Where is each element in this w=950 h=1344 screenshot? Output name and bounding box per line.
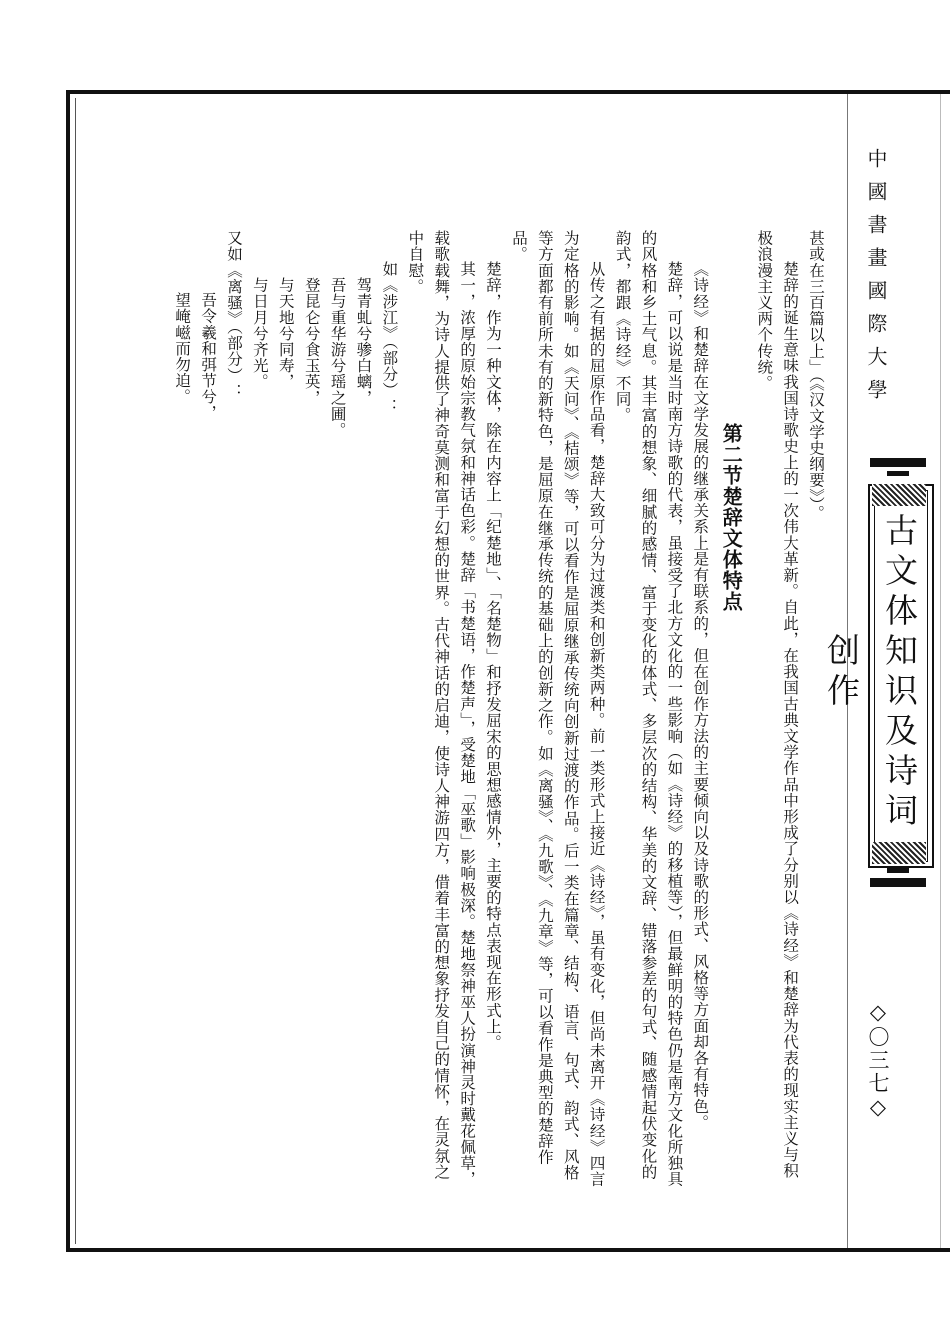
paragraph-1: 楚辞的诞生意味我国诗歌史上的一次伟大革新。自此，在我国古典文学作品中形成了分别以《诗经》和楚辞为代表的现实主义与积极浪漫主义两个传统。: [755, 230, 800, 1179]
poem-1-line: 登昆仑兮食玉英，: [302, 276, 321, 406]
paragraph-2: 《诗经》和楚辞在文学发展的继承关系上是有联系的，但在创作方法的主要倾向以及诗歌的形式、风格等方面却各有特色。: [691, 261, 710, 1131]
title-panel-bottom-bar: [870, 878, 926, 887]
poem-2-line: 吾令羲和弭节兮，: [199, 292, 218, 421]
section-heading: [712, 423, 750, 1190]
title-panel-bottom-pattern: [872, 842, 926, 864]
series-title: 中國書畫國際大學: [864, 148, 888, 412]
frame-top-border: [66, 90, 950, 94]
paragraph-3: 楚辞，可以说是当时南方诗歌的代表，虽接受了北方文化的一些影响（如《诗经》的移植等），但最鲜明的特色仍是南方文化所独具的风格和乡土气息。其丰富的想象、细腻的感情、富于变化的体式、多层次的结构、华美的文辞、错落参差的句式、随感情起伏变化的韵式，都跟《诗经》不同。: [613, 230, 684, 1188]
poem-1-line: 吾与重华游兮瑶之圃。: [328, 276, 347, 438]
paragraph-4: 从传之有据的屈原作品看，楚辞大致可分为过渡类和创新类两种。前一类形式上接近《诗经》，虽有变化，但尚未离开《诗经》四言为定格的影响。如《天问》、《桔颂》等，可以看作是屈原继承传统向创新过渡的作品。后一类在篇章、结构、语言、句式、韵式、风格等方面都有前所未有的新特色，是屈原在继承传统的基础上的创新之作。如《离骚》、《九歌》、《九章》等，可以看作是典型的楚辞作品。: [509, 230, 606, 1188]
frame-left-border: [66, 90, 70, 1252]
title-panel-top-pattern: [872, 484, 926, 506]
title-panel-top-cap: [887, 471, 909, 476]
paragraph-6: 其一，浓厚的原始宗教气氛和神话色彩。楚辞「书楚语，作楚声」，受楚地「巫歌」影响极深。楚地祭神巫人扮演神灵时戴花佩草，载歌载舞，为诗人提供了神奇莫测和富于幻想的世界。古代神话的启迪，使诗人神游四方，借着丰富的想象抒发自己的情怀，在灵氛之中自慰。: [406, 230, 477, 1188]
poem-1-line: 与天地兮同寿，: [276, 276, 295, 390]
poem-2-line: 望崦嵫而勿迫。: [173, 292, 192, 405]
page-edge-line: [940, 94, 941, 1248]
example-2-label: 又如《离骚》（部分）：: [224, 230, 243, 400]
title-panel-bottom-cap: [887, 868, 909, 873]
example-1-label: 如《涉江》（部分）：: [380, 261, 399, 415]
section-number: 第二节: [719, 423, 744, 486]
title-panel-top-bar: [870, 458, 926, 467]
poem-1-line: 与日月兮齐光。: [250, 276, 269, 390]
frame-bottom-border: [66, 1248, 950, 1252]
poem-1-line: 驾青虬兮骖白螭，: [354, 276, 373, 406]
page-number: ◇〇三七◇: [866, 1000, 890, 1121]
book-title: 古文体知识及诗词创作: [822, 513, 919, 833]
quote-line: 甚或在三百篇以上」（《汉文学史纲要》）。: [807, 230, 825, 521]
main-text-body: [138, 230, 828, 1190]
section-title: 楚辞文体特点: [719, 486, 744, 612]
frame-inner-line: [75, 98, 76, 1244]
paragraph-5: 楚辞，作为一种文体，除在内容上「纪楚地」、「名楚物」和抒发屈宋的思想感情外，主要的特点表现在形式上。: [484, 261, 503, 1051]
